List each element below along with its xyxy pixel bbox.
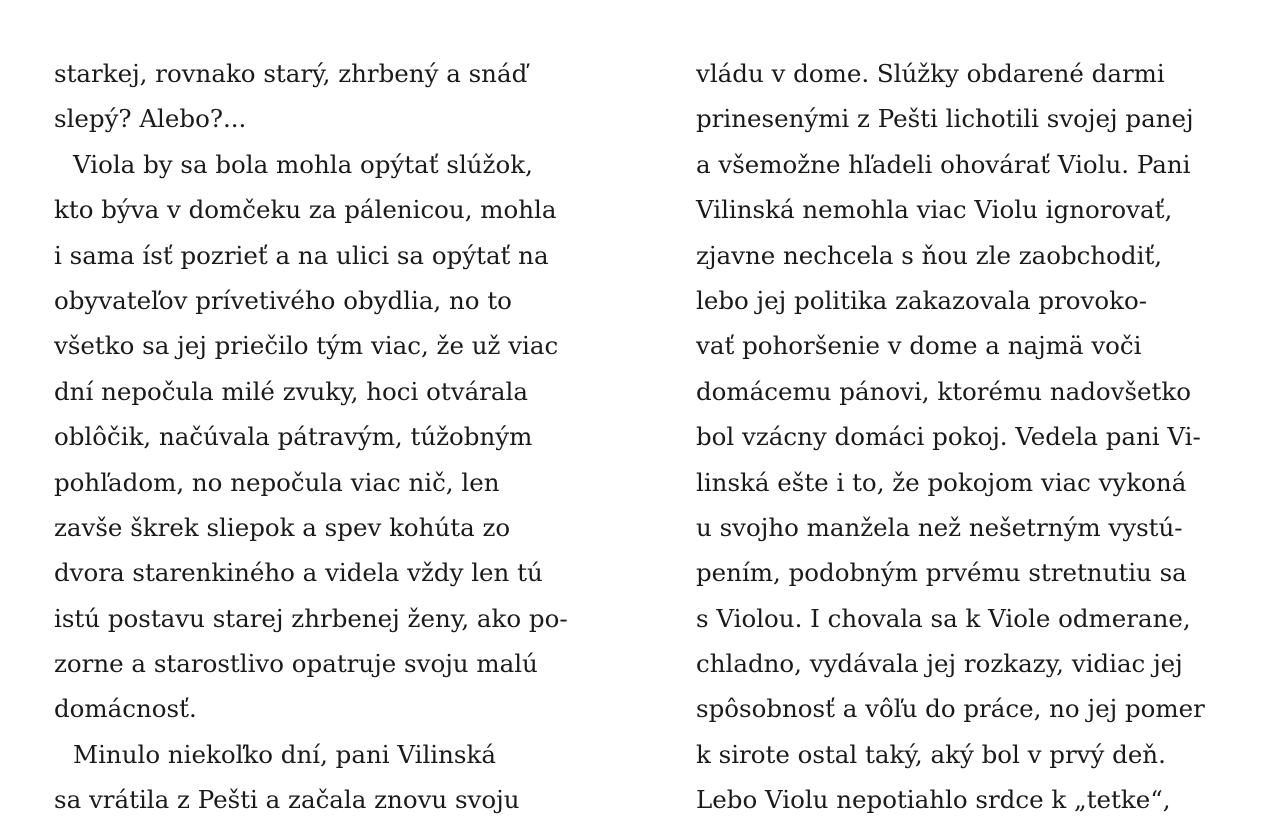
text-line: i sama ísť pozrieť a na ulici sa opýtať na	[54, 240, 549, 270]
text-line: u svojho manžela než nešetrným vystú-	[696, 512, 1183, 542]
text-line: kto býva v domčeku za pálenicou, mohla	[54, 195, 557, 225]
text-line: slepý? Alebo?...	[54, 104, 247, 134]
text-line: všetko sa jej priečilo tým viac, že už viac	[54, 331, 559, 361]
text-line: lebo jej politika zakazovala provoko-	[696, 285, 1147, 315]
text-line: dvora starenkiného a videla vždy len tú	[54, 558, 543, 588]
text-line: pohľadom, no nepočula viac nič, len	[54, 467, 500, 497]
text-line: zjavne nechcela s ňou zle zaobchodiť,	[696, 240, 1163, 270]
text-line: domácemu pánovi, ktorému nadovšetko	[696, 376, 1191, 406]
text-line: obyvateľov prívetivého obydlia, no to	[54, 285, 512, 315]
text-line: Vilinská nemohla viac Violu ignorovať,	[696, 195, 1173, 225]
text-line: s Violou. I chovala sa k Viole odmerane,	[696, 603, 1191, 633]
text-line: Lebo Violu nepotiahlo srdce k „tetke“,	[696, 785, 1171, 815]
text-line: pením, podobným prvému stretnutiu sa	[696, 558, 1187, 588]
right-text-column	[696, 51, 1256, 823]
text-line: a všemožne hľadeli ohovárať Violu. Pani	[696, 149, 1191, 179]
text-line: k sirote ostal taký, aký bol v prvý deň.	[696, 739, 1166, 769]
text-line: zorne a starostlivo opatruje svoju malú	[54, 649, 538, 679]
text-line: prinesenými z Pešti lichotili svojej panej	[696, 104, 1194, 134]
text-line: Minulo niekoľko dní, pani Vilinská	[73, 739, 496, 769]
text-line: chladno, vydávala jej rozkazy, vidiac jej	[696, 649, 1183, 679]
left-text-column	[54, 51, 614, 823]
text-line: starkej, rovnako starý, zhrbený a snáď	[54, 59, 528, 88]
text-line: vať pohoršenie v dome a najmä voči	[696, 331, 1142, 361]
text-line: spôsobnosť a vôľu do práce, no jej pomer	[696, 694, 1205, 724]
text-line: oblôčik, načúvala pátravým, túžobným	[54, 422, 533, 452]
text-line: linská ešte i to, že pokojom viac vykoná	[696, 467, 1187, 497]
text-line: Viola by sa bola mohla opýtať slúžok,	[73, 149, 533, 179]
text-line: vládu v dome. Slúžky obdarené darmi	[696, 59, 1165, 88]
text-line: domácnosť.	[54, 694, 197, 724]
text-line: istú postavu starej zhrbenej ženy, ako po-	[54, 603, 568, 633]
text-line: bol vzácny domáci pokoj. Vedela pani Vi-	[696, 422, 1201, 452]
text-line: sa vrátila z Pešti a začala znovu svoju	[54, 785, 520, 815]
text-line: zavše škrek sliepok a spev kohúta zo	[54, 512, 511, 542]
text-line: dní nepočula milé zvuky, hoci otvárala	[54, 376, 528, 406]
